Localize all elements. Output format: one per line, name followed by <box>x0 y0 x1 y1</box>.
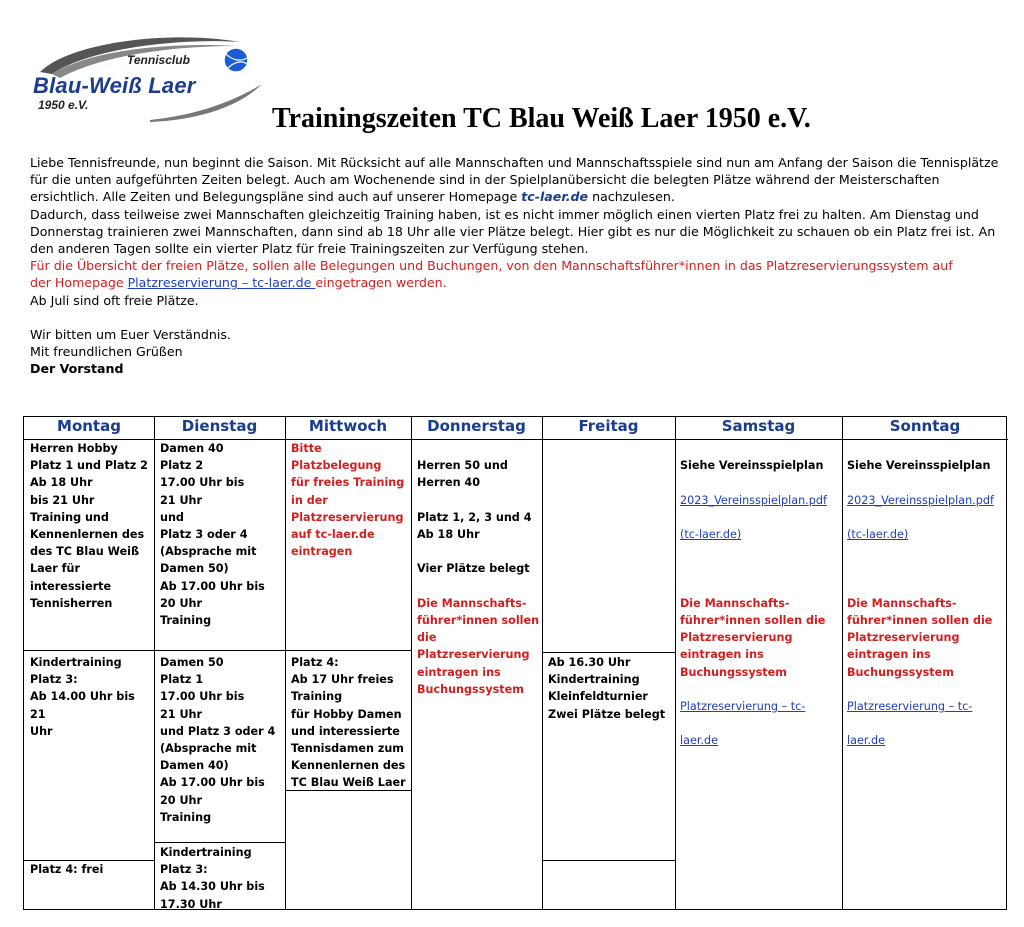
cell-freitag-kindertraining: Ab 16.30 Uhr Kindertraining Kleinfeldturnier Zwei Plätze belegt <box>548 656 666 721</box>
cell-dienstag-damen40: Damen 40 Platz 2 17.00 Uhr bis 21 Uhr und Platz 3 oder 4 (Absprache mit Damen 50) Ab 17.00 Uhr bis 20 Uhr Training <box>160 442 265 628</box>
homepage-name: tc-laer.de <box>521 189 589 205</box>
platzreservierung-link-domain[interactable]: laer.de <box>680 734 718 748</box>
cell-mittwoch-platz4: Platz 4: Ab 17 Uhr freies Training für Hobby Damen und interessierte Tennisdamen zum Kennenlernen des TC Blau Weiß Laer <box>291 656 406 790</box>
vereinsspielplan-link-domain[interactable]: (tc-laer.de) <box>680 528 742 542</box>
cell-sonntag-hinweis: Die Mannschafts- führer*innen sollen die Platzreservierung eintragen ins Buchungssystem <box>847 596 993 679</box>
intro-text-part: eingetragen werden. <box>315 275 447 291</box>
row-divider <box>24 650 411 651</box>
header-mittwoch: Mittwoch <box>308 417 388 435</box>
logo-club-text: Tennisclub <box>127 53 190 67</box>
intro-line: Donnerstag trainieren zwei Mannschaften, dann sind ab 18 Uhr alle vier Plätze belegt. Hier gibt es nur die Möglichkeit zu schauen ob ein Platz frei ist. An <box>30 223 996 239</box>
column-divider <box>154 417 155 909</box>
cell-donnerstag-hinweis: Die Mannschafts- führer*innen sollen die Platzreservierung eintragen ins Buchungssystem <box>417 596 540 696</box>
cell-dienstag-damen50: Damen 50 Platz 1 17.00 Uhr bis 21 Uhr und Platz 3 oder 4 (Absprache mit Damen 40) Ab 17.00 Uhr bis 20 Uhr Training <box>160 656 276 824</box>
column-divider <box>842 417 843 909</box>
column-divider <box>411 417 412 909</box>
cell-sonntag-head: Siehe Vereinsspielplan <box>847 459 991 473</box>
cell-samstag-head: Siehe Vereinsspielplan <box>680 459 824 473</box>
intro-line: Ab Juli sind oft freie Plätze. <box>30 292 199 308</box>
intro-notice-line <box>30 274 1005 291</box>
intro-text <box>30 154 1005 377</box>
intro-text-part: der Homepage <box>30 275 128 291</box>
intro-line: Mit freundlichen Grüßen <box>30 344 183 360</box>
intro-line: Liebe Tennisfreunde, nun beginnt die Saison. Mit Rücksicht auf alle Mannschaften und Mannschaftsspiele sind nun am Anfang der Saison die Tennisplätze <box>30 155 999 170</box>
header-donnerstag: Donnerstag <box>427 417 526 435</box>
header-samstag: Samstag <box>721 417 796 435</box>
cell-sonntag <box>847 440 1007 767</box>
page-title: Trainingszeiten TC Blau Weiß Laer 1950 e.V. <box>272 103 811 134</box>
logo-name-text: Blau-Weiß Laer <box>33 73 196 98</box>
vereinsspielplan-link[interactable]: 2023_Vereinsspielplan.pdf <box>847 493 994 507</box>
intro-text-part: nachzulesen. <box>588 189 675 205</box>
header-dienstag: Dienstag <box>181 417 258 435</box>
cell-samstag-hinweis: Die Mannschafts- führer*innen sollen die Platzreservierung eintragen ins Buchungssystem <box>680 596 826 679</box>
row-divider <box>154 842 285 843</box>
cell-donnerstag-text: Herren 50 und Herren 40 Platz 1, 2, 3 und 4 Ab 18 Uhr Vier Plätze belegt <box>417 459 532 576</box>
header-sonntag: Sonntag <box>889 417 961 435</box>
row-divider <box>542 860 675 861</box>
column-divider <box>542 417 543 909</box>
cell-montag-kindertraining: Kindertraining Platz 3: Ab 14.00 Uhr bis 21 Uhr <box>30 656 135 738</box>
platzreservierung-link-domain[interactable]: laer.de <box>847 734 885 748</box>
vereinsspielplan-link[interactable]: 2023_Vereinsspielplan.pdf <box>680 493 827 507</box>
column-divider <box>285 417 286 909</box>
logo-swoosh-icon <box>0 0 290 140</box>
intro-line <box>30 188 1005 205</box>
cell-montag-herren-hobby: Herren Hobby Platz 1 und Platz 2 Ab 18 Uhr bis 21 Uhr Training und Kennenlernen des des TC Blau Weiß Laer für interessierte Tennisherren <box>30 442 148 610</box>
platzreservierung-link[interactable]: Platzreservierung – tc- <box>680 700 806 714</box>
platzreservierung-link[interactable]: Platzreservierung – tc- <box>847 700 973 714</box>
column-divider <box>675 417 676 909</box>
cell-montag-platz4: Platz 4: frei <box>30 863 104 876</box>
cell-mittwoch-hinweis: Bitte Platzbelegung für freies Training in der Platzreservierung auf tc-laer.de eintragen <box>291 442 405 559</box>
row-divider <box>542 652 675 653</box>
signature: Der Vorstand <box>30 361 124 377</box>
intro-notice-line: Für die Übersicht der freien Plätze, sollen alle Belegungen und Buchungen, von den Mannschaftsführer*innen in das Platzreservierungssystem auf <box>30 258 953 274</box>
intro-line: den anderen Tagen sollte ein vierter Platz für freie Trainingszeiten zur Verfügung stehen. <box>30 241 589 257</box>
header-montag: Montag <box>57 417 121 435</box>
intro-text-part: ersichtlich. Alle Zeiten und Belegungspläne sind auch auf unserer Homepage <box>30 189 522 205</box>
intro-line: Dadurch, dass teilweise zwei Mannschaften gleichzeitig Training haben, ist es nicht immer möglich einen vierten Platz frei zu halten. Am Dienstag und <box>30 206 979 222</box>
platzreservierung-link[interactable]: Platzreservierung – tc-laer.de <box>127 275 316 291</box>
header-freitag: Freitag <box>578 417 639 435</box>
intro-line: für die unten aufgeführten Zeiten belegt. Auch am Wochenende sind in der Spielplanübersicht die belegten Plätze während der Meisterschaften <box>30 172 940 188</box>
cell-donnerstag-herren <box>417 440 541 715</box>
schedule-table <box>23 416 1007 910</box>
cell-samstag <box>680 440 840 767</box>
club-logo <box>0 0 290 140</box>
cell-dienstag-kindertraining: Kindertraining Platz 3: Ab 14.30 Uhr bis 17.30 Uhr <box>160 846 265 911</box>
logo-year-text: 1950 e.V. <box>38 98 89 112</box>
intro-line: Wir bitten um Euer Verständnis. <box>30 326 231 342</box>
vereinsspielplan-link-domain[interactable]: (tc-laer.de) <box>847 528 909 542</box>
